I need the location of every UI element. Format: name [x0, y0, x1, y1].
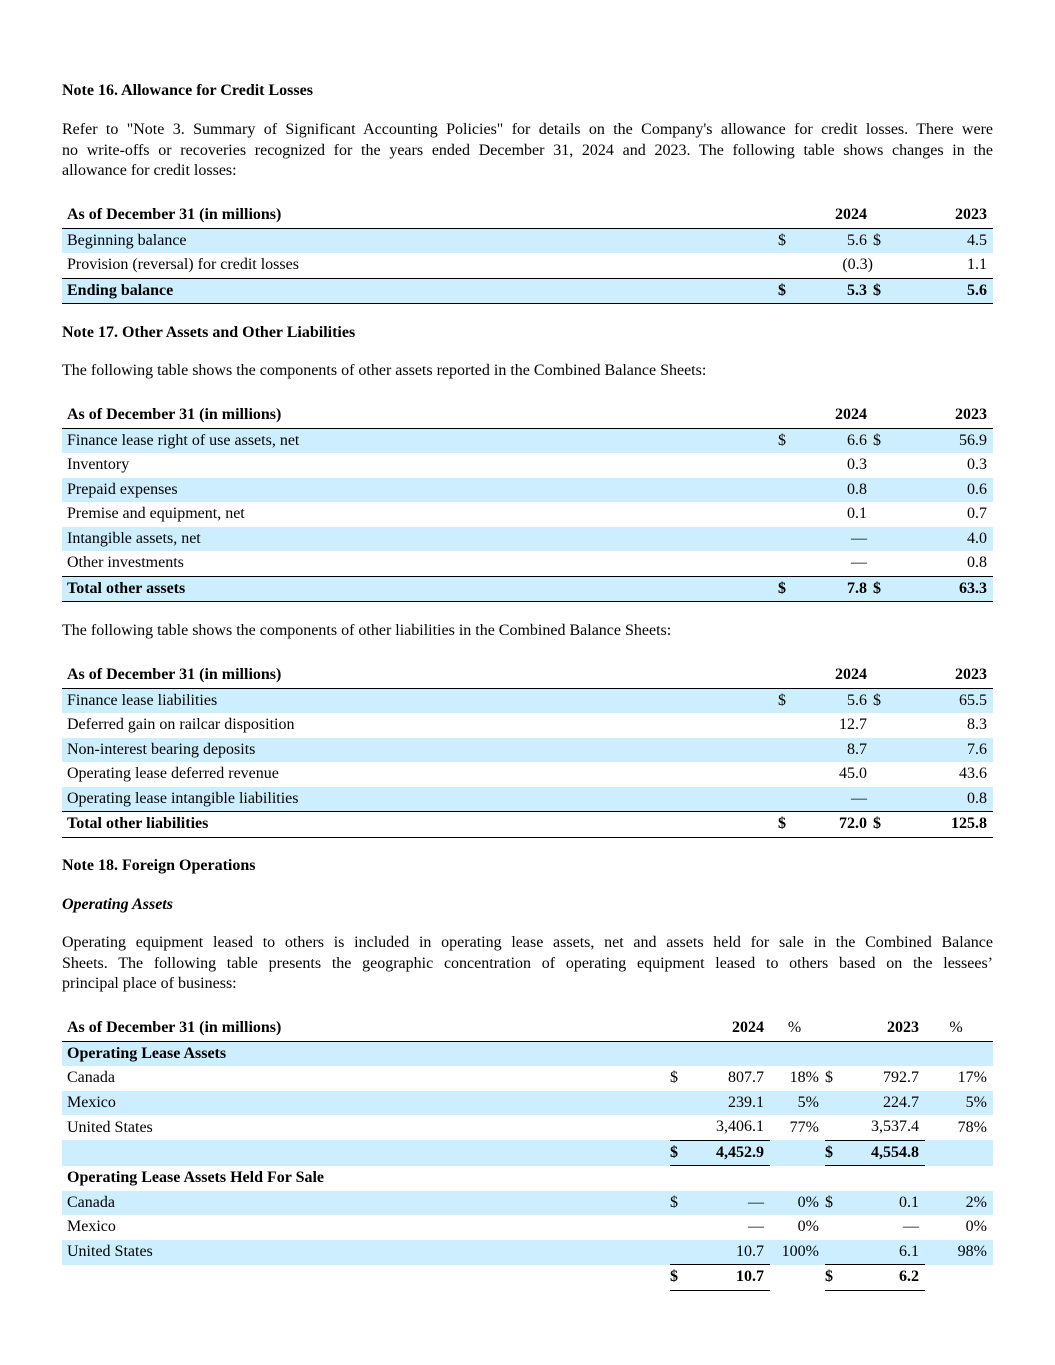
- currency-symbol: [778, 738, 808, 763]
- value-2024: 0.3: [847, 456, 867, 474]
- value-2023: 65.5: [903, 688, 993, 713]
- row-label: Beginning balance: [62, 228, 778, 253]
- header-year-2024: 2024: [700, 1016, 770, 1041]
- table-header-row: [62, 403, 993, 428]
- value-2023: 4.5: [903, 228, 993, 253]
- value-2024: 10.7: [700, 1240, 770, 1265]
- value-2024: 6.6: [808, 428, 873, 453]
- table-total-row: [62, 576, 993, 602]
- operating-assets-subtitle: Operating Assets: [62, 896, 173, 913]
- currency-symbol: $: [670, 1265, 700, 1291]
- row-label: Intangible assets, net: [62, 527, 778, 552]
- currency-symbol: $: [873, 812, 903, 838]
- value-2024: 239.1: [700, 1091, 770, 1116]
- table-header-row: [62, 203, 993, 228]
- header-year-2023: 2023: [855, 1016, 925, 1041]
- subtotal-2024: 4,452.9: [700, 1140, 770, 1166]
- percent-2024: 0%: [797, 1218, 819, 1236]
- value-2023: 0.3: [967, 456, 987, 474]
- currency-symbol: [778, 478, 808, 503]
- value-2023: 3,537.4: [855, 1115, 925, 1140]
- table-row: [62, 688, 993, 713]
- table-total-row: [62, 812, 993, 838]
- table-row: [62, 787, 993, 812]
- value-2024: 5.6: [808, 228, 873, 253]
- value-2024: 12.7: [839, 716, 867, 734]
- table-row: [62, 713, 993, 738]
- table-header-row: [62, 663, 993, 688]
- row-label: Deferred gain on railcar disposition: [67, 716, 295, 734]
- percent-2023: 2%: [925, 1191, 993, 1216]
- currency-symbol: $: [670, 1191, 700, 1216]
- currency-symbol: [778, 502, 808, 527]
- value-2023: 0.8: [967, 554, 987, 572]
- note18-para-line-3: principal place of business:: [62, 975, 237, 992]
- header-percent-2024: %: [770, 1016, 825, 1041]
- header-year-2023: 2023: [903, 663, 993, 688]
- row-label: Finance lease right of use assets, net: [62, 428, 778, 453]
- value-2024: 807.7: [728, 1069, 764, 1087]
- value-2024: 8.7: [808, 738, 873, 763]
- note18-title: Note 18. Foreign Operations: [62, 857, 256, 874]
- percent-2024: 0%: [770, 1191, 825, 1216]
- currency-symbol: $: [778, 576, 808, 602]
- total-label: Ending balance: [62, 278, 778, 304]
- table-header-row: [62, 1016, 993, 1041]
- table-row: [62, 228, 993, 253]
- currency-symbol: [825, 1091, 855, 1116]
- percent-2024: 18%: [789, 1069, 819, 1087]
- value-2023: 0.7: [967, 505, 987, 523]
- percent-2024: 5%: [770, 1091, 825, 1116]
- currency-symbol: $: [778, 278, 808, 304]
- percent-2024: 100%: [770, 1240, 825, 1265]
- currency-symbol: [873, 527, 903, 552]
- header-label: As of December 31 (in millions): [62, 403, 778, 428]
- currency-symbol: [670, 1215, 700, 1240]
- note16-para-line-3: allowance for credit losses:: [62, 162, 237, 179]
- row-label: United States: [67, 1118, 153, 1136]
- value-2024: —: [808, 527, 873, 552]
- table-row: [62, 762, 993, 787]
- value-2023: 4.0: [903, 527, 993, 552]
- value-2023: 0.6: [903, 478, 993, 503]
- section-title: Operating Lease Assets: [62, 1041, 993, 1066]
- header-label: As of December 31 (in millions): [62, 203, 778, 228]
- currency-symbol: $: [873, 278, 903, 304]
- row-label: Mexico: [62, 1091, 670, 1116]
- value-2024: 45.0: [839, 765, 867, 783]
- currency-symbol: $: [670, 1140, 700, 1166]
- currency-symbol: [873, 253, 903, 278]
- value-2023: 0.8: [903, 787, 993, 812]
- currency-symbol: [670, 1240, 700, 1265]
- currency-symbol: $: [670, 1069, 678, 1087]
- currency-symbol: [778, 713, 808, 738]
- percent-2024: 77%: [789, 1118, 819, 1136]
- note18-para-line-1: Operating equipment leased to others is included in operating lease assets, net and assets held for sale in the Combined Balance: [62, 934, 993, 951]
- note16-para-line-1: Refer to "Note 3. Summary of Significant Accounting Policies" for details on the Company's allowance for credit losses. There were: [62, 121, 993, 138]
- table-row: [62, 453, 993, 478]
- currency-symbol: $: [873, 576, 903, 602]
- currency-symbol: $: [825, 1265, 855, 1291]
- table-row: [62, 1191, 993, 1216]
- value-2023: 224.7: [855, 1091, 925, 1116]
- row-label: Non-interest bearing deposits: [62, 738, 778, 763]
- credit-loss-table: [62, 203, 993, 304]
- currency-symbol: [778, 787, 808, 812]
- currency-symbol: [825, 1240, 855, 1265]
- currency-symbol: $: [825, 1069, 833, 1087]
- section-title-row: [62, 1166, 993, 1191]
- value-2024: 3,406.1: [700, 1115, 770, 1140]
- percent-2023: 0%: [965, 1218, 987, 1236]
- total-2024: 7.8: [808, 576, 873, 602]
- currency-symbol: $: [778, 688, 808, 713]
- subtotal-2023: 4,554.8: [855, 1140, 925, 1166]
- currency-symbol: $: [873, 228, 903, 253]
- value-2024: —: [700, 1191, 770, 1216]
- value-2023: 6.1: [855, 1240, 925, 1265]
- header-percent-2023: %: [925, 1016, 993, 1041]
- total-2023: 125.8: [903, 812, 993, 838]
- currency-symbol: [873, 787, 903, 812]
- value-2023: —: [903, 1218, 919, 1236]
- value-2024: —: [748, 1218, 764, 1236]
- currency-symbol: [825, 1115, 855, 1140]
- subtotal-row: [62, 1265, 993, 1291]
- header-label: As of December 31 (in millions): [62, 663, 778, 688]
- currency-symbol: [670, 1115, 700, 1140]
- header-year-2023: 2023: [903, 203, 993, 228]
- row-label: Operating lease intangible liabilities: [62, 787, 778, 812]
- other-liabilities-intro: The following table shows the components of other liabilities in the Combined Balance Sheets:: [62, 622, 672, 639]
- note18-para-line-2: Sheets. The following table presents the geographic concentration of operating equipment leased to others based on the lessees’: [62, 955, 993, 972]
- row-label: Canada: [67, 1069, 115, 1087]
- row-label: Prepaid expenses: [62, 478, 778, 503]
- table-row: [62, 1240, 993, 1265]
- currency-symbol: $: [778, 812, 808, 838]
- header-year-2023: 2023: [903, 403, 993, 428]
- value-2023: 1.1: [967, 256, 987, 274]
- total-2023: 63.3: [903, 576, 993, 602]
- table-row: [62, 502, 993, 527]
- currency-symbol: [778, 253, 808, 278]
- total-2023: 5.6: [903, 278, 993, 304]
- value-2023: 43.6: [959, 765, 987, 783]
- percent-2023: 98%: [925, 1240, 993, 1265]
- header-label: As of December 31 (in millions): [62, 1016, 670, 1041]
- other-liabilities-table: [62, 663, 993, 838]
- currency-symbol: [670, 1091, 700, 1116]
- total-label: Total other liabilities: [62, 812, 778, 838]
- row-label: Canada: [62, 1191, 670, 1216]
- currency-symbol: [778, 762, 808, 787]
- currency-symbol: [873, 738, 903, 763]
- currency-symbol: $: [778, 228, 808, 253]
- header-year-2024: 2024: [808, 663, 873, 688]
- value-2023: 7.6: [903, 738, 993, 763]
- table-row: [62, 527, 993, 552]
- subtotal-row: [62, 1140, 993, 1166]
- currency-symbol: [873, 453, 903, 478]
- subtotal-2023: 6.2: [855, 1265, 925, 1291]
- total-label: Total other assets: [62, 576, 778, 602]
- row-label: Provision (reversal) for credit losses: [67, 256, 299, 274]
- value-2024: —: [808, 787, 873, 812]
- value-2024: 5.6: [808, 688, 873, 713]
- note17-title: Note 17. Other Assets and Other Liabilities: [62, 324, 356, 341]
- percent-2023: 5%: [925, 1091, 993, 1116]
- section-title-row: [62, 1041, 993, 1066]
- row-label: United States: [62, 1240, 670, 1265]
- row-label: Inventory: [67, 456, 130, 474]
- table-row: [62, 478, 993, 503]
- currency-symbol: [873, 478, 903, 503]
- currency-symbol: $: [825, 1191, 855, 1216]
- currency-symbol: $: [873, 688, 903, 713]
- row-label: Premise and equipment, net: [67, 505, 245, 523]
- currency-symbol: [873, 713, 903, 738]
- value-2024: —: [851, 554, 867, 572]
- table-row: [62, 1066, 993, 1091]
- table-row: [62, 428, 993, 453]
- table-row: [62, 551, 993, 576]
- other-assets-table: [62, 403, 993, 602]
- percent-2023: 78%: [957, 1118, 987, 1136]
- table-row: [62, 738, 993, 763]
- value-2023: 8.3: [967, 716, 987, 734]
- value-2024: 0.8: [808, 478, 873, 503]
- total-2024: 72.0: [808, 812, 873, 838]
- currency-symbol: [873, 551, 903, 576]
- row-label: Finance lease liabilities: [62, 688, 778, 713]
- foreign-operations-table: [62, 1016, 993, 1291]
- currency-symbol: [778, 453, 808, 478]
- currency-symbol: [873, 502, 903, 527]
- note16-title: Note 16. Allowance for Credit Losses: [62, 82, 313, 99]
- value-2024: 0.1: [847, 505, 867, 523]
- currency-symbol: [873, 762, 903, 787]
- currency-symbol: $: [778, 428, 808, 453]
- currency-symbol: [778, 551, 808, 576]
- row-label: Other investments: [67, 554, 184, 572]
- currency-symbol: [825, 1215, 855, 1240]
- section-title: Operating Lease Assets Held For Sale: [67, 1169, 325, 1187]
- percent-2023: 17%: [957, 1069, 987, 1087]
- row-label: Mexico: [67, 1218, 116, 1236]
- currency-symbol: [778, 527, 808, 552]
- currency-symbol: $: [873, 428, 903, 453]
- value-2023: 56.9: [903, 428, 993, 453]
- table-row: [62, 1091, 993, 1116]
- table-total-row: [62, 278, 993, 304]
- header-year-2024: 2024: [808, 403, 873, 428]
- value-2023: 792.7: [883, 1069, 919, 1087]
- currency-symbol: $: [825, 1140, 855, 1166]
- note16-para-line-2: no write-offs or recoveries recognized for the years ended December 31, 2024 and 2023. The following table shows changes in the: [62, 142, 993, 159]
- header-year-2024: 2024: [808, 203, 873, 228]
- table-row: [62, 253, 993, 278]
- table-row: [62, 1115, 993, 1140]
- value-2024: (0.3): [842, 256, 873, 274]
- total-2024: 5.3: [808, 278, 873, 304]
- other-assets-intro: The following table shows the components of other assets reported in the Combined Balance Sheets:: [62, 362, 707, 379]
- subtotal-2024: 10.7: [700, 1265, 770, 1291]
- value-2023: 0.1: [855, 1191, 925, 1216]
- row-label: Operating lease deferred revenue: [67, 765, 279, 783]
- table-row: [62, 1215, 993, 1240]
